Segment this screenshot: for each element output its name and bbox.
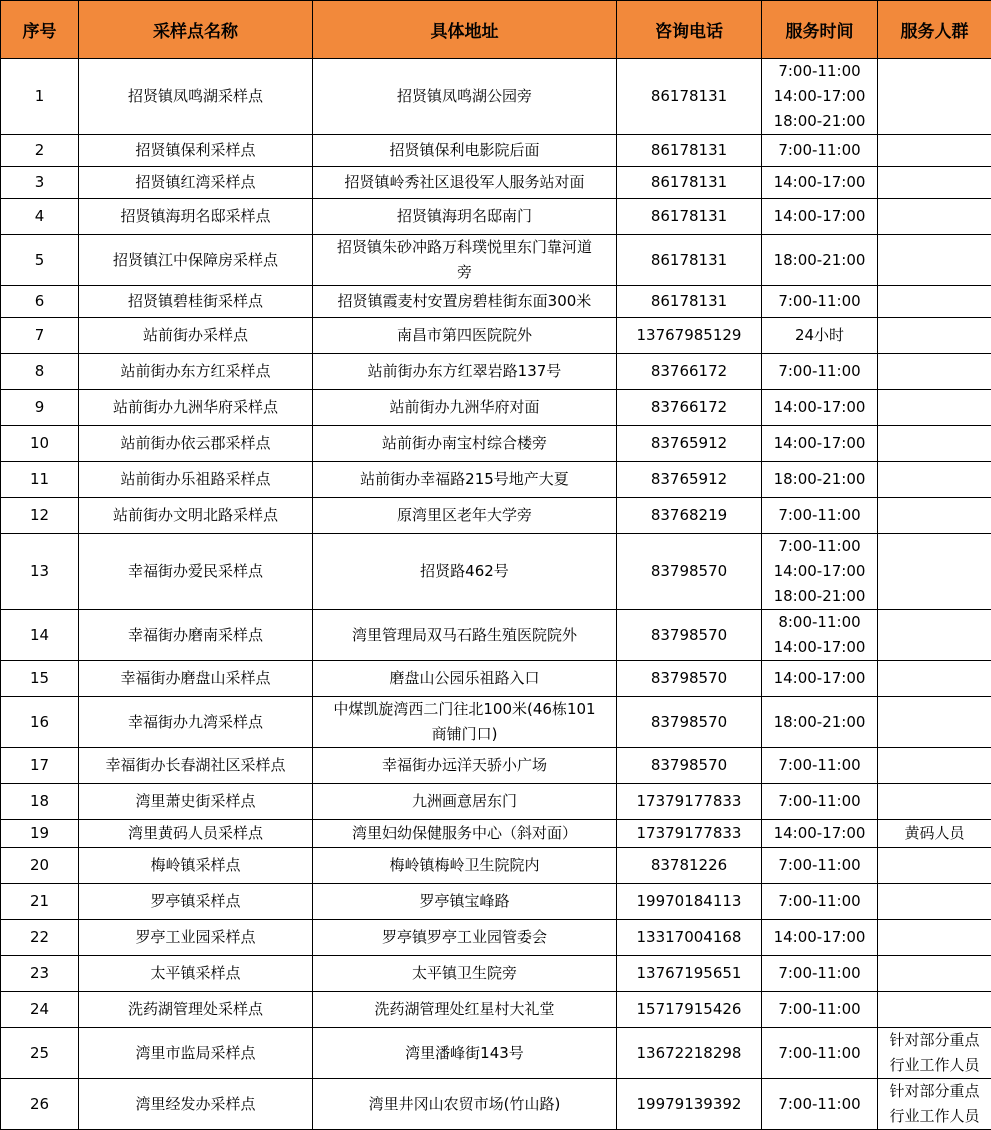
cell-service-time-line: 18:00-21:00 bbox=[764, 584, 875, 609]
cell-site-name: 湾里市监局采样点 bbox=[79, 1028, 313, 1079]
cell-service-group bbox=[878, 390, 991, 426]
cell-phone: 83765912 bbox=[617, 426, 762, 462]
cell-site-name: 洗药湖管理处采样点 bbox=[79, 992, 313, 1028]
cell-service-group bbox=[878, 610, 991, 661]
cell-index: 12 bbox=[1, 498, 79, 534]
cell-service-group bbox=[878, 784, 991, 820]
cell-service-group bbox=[878, 848, 991, 884]
cell-site-name: 罗亭镇采样点 bbox=[79, 884, 313, 920]
cell-address-line: 招贤镇霞麦村安置房碧桂街东面300米 bbox=[315, 289, 614, 314]
cell-site-name: 太平镇采样点 bbox=[79, 956, 313, 992]
cell-service-time bbox=[762, 426, 878, 462]
cell-service-time bbox=[762, 390, 878, 426]
table-row bbox=[1, 610, 991, 661]
cell-service-group bbox=[878, 748, 991, 784]
cell-index: 21 bbox=[1, 884, 79, 920]
cell-service-group bbox=[878, 498, 991, 534]
cell-address-line: 招贤镇凤鸣湖公园旁 bbox=[315, 84, 614, 109]
table-row bbox=[1, 534, 991, 610]
cell-address bbox=[313, 426, 617, 462]
cell-phone: 17379177833 bbox=[617, 820, 762, 848]
cell-phone: 83798570 bbox=[617, 610, 762, 661]
cell-phone: 17379177833 bbox=[617, 784, 762, 820]
cell-site-name: 招贤镇红湾采样点 bbox=[79, 167, 313, 199]
header-row bbox=[1, 1, 991, 59]
cell-service-time-line: 7:00-11:00 bbox=[764, 138, 875, 163]
cell-service-time-line: 14:00-17:00 bbox=[764, 431, 875, 456]
header-index: 序号 bbox=[1, 1, 79, 59]
cell-service-group bbox=[878, 661, 991, 697]
cell-address-line: 招贤镇保利电影院后面 bbox=[315, 138, 614, 163]
cell-service-time-line: 7:00-11:00 bbox=[764, 1092, 875, 1117]
cell-service-group bbox=[878, 235, 991, 286]
cell-phone: 86178131 bbox=[617, 59, 762, 135]
cell-service-time-line: 7:00-11:00 bbox=[764, 289, 875, 314]
cell-service-time-line: 7:00-11:00 bbox=[764, 753, 875, 778]
cell-service-time bbox=[762, 956, 878, 992]
cell-index: 2 bbox=[1, 135, 79, 167]
cell-service-time bbox=[762, 848, 878, 884]
cell-site-name: 招贤镇凤鸣湖采样点 bbox=[79, 59, 313, 135]
cell-phone: 83798570 bbox=[617, 697, 762, 748]
cell-index: 15 bbox=[1, 661, 79, 697]
cell-service-time bbox=[762, 498, 878, 534]
cell-address bbox=[313, 748, 617, 784]
cell-address bbox=[313, 884, 617, 920]
cell-index: 6 bbox=[1, 286, 79, 318]
cell-site-name: 幸福街办磨盘山采样点 bbox=[79, 661, 313, 697]
cell-phone: 83765912 bbox=[617, 462, 762, 498]
cell-service-time bbox=[762, 462, 878, 498]
cell-address bbox=[313, 956, 617, 992]
cell-address bbox=[313, 784, 617, 820]
cell-service-group bbox=[878, 884, 991, 920]
cell-index: 20 bbox=[1, 848, 79, 884]
table-row bbox=[1, 661, 991, 697]
cell-service-time bbox=[762, 534, 878, 610]
cell-address bbox=[313, 135, 617, 167]
cell-service-time-line: 7:00-11:00 bbox=[764, 853, 875, 878]
cell-address-line: 中煤凯旋湾西二门往北100米(46栋101 bbox=[315, 697, 614, 722]
cell-site-name: 幸福街办磨南采样点 bbox=[79, 610, 313, 661]
cell-address-line: 站前街办东方红翠岩路137号 bbox=[315, 359, 614, 384]
cell-service-group bbox=[878, 354, 991, 390]
cell-service-time bbox=[762, 748, 878, 784]
cell-service-time-line: 8:00-11:00 bbox=[764, 610, 875, 635]
table-row bbox=[1, 1028, 991, 1079]
table-row bbox=[1, 235, 991, 286]
cell-service-time-line: 14:00-17:00 bbox=[764, 395, 875, 420]
cell-phone: 83798570 bbox=[617, 661, 762, 697]
cell-service-group-line: 针对部分重点 bbox=[880, 1028, 989, 1053]
cell-address bbox=[313, 992, 617, 1028]
cell-service-group-line: 黄码人员 bbox=[880, 821, 989, 846]
cell-address-line: 湾里妇幼保健服务中心（斜对面） bbox=[315, 821, 614, 846]
cell-service-group bbox=[878, 199, 991, 235]
table-row bbox=[1, 820, 991, 848]
cell-index: 9 bbox=[1, 390, 79, 426]
cell-service-time bbox=[762, 661, 878, 697]
cell-site-name: 站前街办文明北路采样点 bbox=[79, 498, 313, 534]
cell-service-time bbox=[762, 992, 878, 1028]
cell-address bbox=[313, 848, 617, 884]
cell-service-group bbox=[878, 992, 991, 1028]
cell-phone: 83768219 bbox=[617, 498, 762, 534]
cell-service-group bbox=[878, 135, 991, 167]
cell-site-name: 幸福街办九湾采样点 bbox=[79, 697, 313, 748]
cell-service-time-line: 14:00-17:00 bbox=[764, 204, 875, 229]
cell-service-group bbox=[878, 286, 991, 318]
cell-site-name: 湾里经发办采样点 bbox=[79, 1079, 313, 1130]
cell-address-line: 招贤路462号 bbox=[315, 559, 614, 584]
cell-address-line: 南昌市第四医院院外 bbox=[315, 323, 614, 348]
cell-service-time-line: 14:00-17:00 bbox=[764, 84, 875, 109]
cell-service-time bbox=[762, 318, 878, 354]
cell-address bbox=[313, 697, 617, 748]
cell-service-group bbox=[878, 426, 991, 462]
cell-address bbox=[313, 235, 617, 286]
cell-index: 14 bbox=[1, 610, 79, 661]
cell-site-name: 湾里萧史街采样点 bbox=[79, 784, 313, 820]
cell-service-time bbox=[762, 59, 878, 135]
table-row bbox=[1, 426, 991, 462]
table-row bbox=[1, 354, 991, 390]
cell-index: 19 bbox=[1, 820, 79, 848]
cell-service-group bbox=[878, 1079, 991, 1130]
table-body bbox=[1, 59, 991, 1130]
cell-index: 22 bbox=[1, 920, 79, 956]
cell-address bbox=[313, 59, 617, 135]
cell-phone: 83798570 bbox=[617, 748, 762, 784]
cell-service-time-line: 18:00-21:00 bbox=[764, 467, 875, 492]
cell-phone: 13672218298 bbox=[617, 1028, 762, 1079]
cell-index: 10 bbox=[1, 426, 79, 462]
header-phone: 咨询电话 bbox=[617, 1, 762, 59]
cell-service-group bbox=[878, 462, 991, 498]
cell-service-time bbox=[762, 920, 878, 956]
cell-address bbox=[313, 820, 617, 848]
cell-phone: 19970184113 bbox=[617, 884, 762, 920]
cell-service-time-line: 7:00-11:00 bbox=[764, 503, 875, 528]
cell-address-line: 原湾里区老年大学旁 bbox=[315, 503, 614, 528]
cell-address bbox=[313, 610, 617, 661]
cell-service-time-line: 24小时 bbox=[764, 323, 875, 348]
cell-service-group bbox=[878, 1028, 991, 1079]
cell-phone: 15717915426 bbox=[617, 992, 762, 1028]
table-row bbox=[1, 167, 991, 199]
header-service-time: 服务时间 bbox=[762, 1, 878, 59]
cell-service-time bbox=[762, 354, 878, 390]
cell-address-line: 罗亭镇宝峰路 bbox=[315, 889, 614, 914]
cell-address bbox=[313, 199, 617, 235]
table-row bbox=[1, 956, 991, 992]
cell-phone: 13767985129 bbox=[617, 318, 762, 354]
cell-address-line: 九洲画意居东门 bbox=[315, 789, 614, 814]
cell-phone: 83766172 bbox=[617, 390, 762, 426]
cell-site-name: 站前街办东方红采样点 bbox=[79, 354, 313, 390]
cell-service-time-line: 14:00-17:00 bbox=[764, 925, 875, 950]
cell-service-group bbox=[878, 59, 991, 135]
cell-service-time-line: 14:00-17:00 bbox=[764, 821, 875, 846]
table-row bbox=[1, 992, 991, 1028]
cell-address-line: 湾里管理局双马石路生殖医院院外 bbox=[315, 623, 614, 648]
cell-service-time bbox=[762, 820, 878, 848]
cell-site-name: 梅岭镇采样点 bbox=[79, 848, 313, 884]
cell-service-group bbox=[878, 820, 991, 848]
cell-index: 26 bbox=[1, 1079, 79, 1130]
cell-site-name: 湾里黄码人员采样点 bbox=[79, 820, 313, 848]
cell-address-line: 招贤镇岭秀社区退役军人服务站对面 bbox=[315, 170, 614, 195]
cell-service-time-line: 7:00-11:00 bbox=[764, 961, 875, 986]
cell-address-line: 磨盘山公园乐祖路入口 bbox=[315, 666, 614, 691]
table-row bbox=[1, 498, 991, 534]
cell-address bbox=[313, 661, 617, 697]
cell-address-line: 站前街办幸福路215号地产大夏 bbox=[315, 467, 614, 492]
header-service-group: 服务人群 bbox=[878, 1, 991, 59]
cell-address bbox=[313, 1079, 617, 1130]
cell-address bbox=[313, 920, 617, 956]
cell-service-group bbox=[878, 318, 991, 354]
cell-address-line: 站前街办九洲华府对面 bbox=[315, 395, 614, 420]
cell-service-group bbox=[878, 167, 991, 199]
cell-address-line: 梅岭镇梅岭卫生院院内 bbox=[315, 853, 614, 878]
cell-index: 5 bbox=[1, 235, 79, 286]
cell-service-time-line: 7:00-11:00 bbox=[764, 359, 875, 384]
cell-address bbox=[313, 1028, 617, 1079]
cell-phone: 83781226 bbox=[617, 848, 762, 884]
cell-address-line: 站前街办南宝村综合楼旁 bbox=[315, 431, 614, 456]
cell-service-group-line: 行业工作人员 bbox=[880, 1104, 989, 1129]
table-row bbox=[1, 59, 991, 135]
cell-address-line: 湾里井冈山农贸市场(竹山路) bbox=[315, 1092, 614, 1117]
cell-phone: 86178131 bbox=[617, 199, 762, 235]
cell-service-group bbox=[878, 956, 991, 992]
cell-service-time bbox=[762, 697, 878, 748]
table-row bbox=[1, 1079, 991, 1130]
cell-address-line: 湾里潘峰街143号 bbox=[315, 1041, 614, 1066]
cell-service-group bbox=[878, 534, 991, 610]
cell-service-time-line: 18:00-21:00 bbox=[764, 710, 875, 735]
table-row bbox=[1, 199, 991, 235]
cell-service-group-line: 行业工作人员 bbox=[880, 1053, 989, 1078]
cell-service-time-line: 7:00-11:00 bbox=[764, 889, 875, 914]
cell-phone: 83798570 bbox=[617, 534, 762, 610]
cell-service-time bbox=[762, 167, 878, 199]
cell-service-time bbox=[762, 610, 878, 661]
table-row bbox=[1, 697, 991, 748]
cell-address bbox=[313, 534, 617, 610]
cell-service-time bbox=[762, 1028, 878, 1079]
cell-index: 23 bbox=[1, 956, 79, 992]
table-row bbox=[1, 390, 991, 426]
cell-phone: 86178131 bbox=[617, 286, 762, 318]
cell-phone: 19979139392 bbox=[617, 1079, 762, 1130]
table-row bbox=[1, 135, 991, 167]
cell-site-name: 招贤镇碧桂街采样点 bbox=[79, 286, 313, 318]
cell-service-time-line: 14:00-17:00 bbox=[764, 666, 875, 691]
cell-address-line: 招贤镇海玥名邸南门 bbox=[315, 204, 614, 229]
cell-site-name: 罗亭工业园采样点 bbox=[79, 920, 313, 956]
cell-address-line: 商铺门口) bbox=[315, 722, 614, 747]
cell-index: 17 bbox=[1, 748, 79, 784]
cell-service-time bbox=[762, 199, 878, 235]
cell-phone: 86178131 bbox=[617, 135, 762, 167]
cell-service-time bbox=[762, 135, 878, 167]
cell-service-time-line: 18:00-21:00 bbox=[764, 248, 875, 273]
table-row bbox=[1, 884, 991, 920]
cell-service-time-line: 14:00-17:00 bbox=[764, 559, 875, 584]
cell-address bbox=[313, 498, 617, 534]
cell-address-line: 洗药湖管理处红星村大礼堂 bbox=[315, 997, 614, 1022]
cell-address-line: 太平镇卫生院旁 bbox=[315, 961, 614, 986]
cell-site-name: 幸福街办爱民采样点 bbox=[79, 534, 313, 610]
cell-site-name: 招贤镇江中保障房采样点 bbox=[79, 235, 313, 286]
cell-address-line: 幸福街办远洋天骄小广场 bbox=[315, 753, 614, 778]
table-row bbox=[1, 920, 991, 956]
cell-index: 25 bbox=[1, 1028, 79, 1079]
cell-index: 13 bbox=[1, 534, 79, 610]
cell-address bbox=[313, 390, 617, 426]
cell-service-time bbox=[762, 286, 878, 318]
cell-address bbox=[313, 286, 617, 318]
header-address: 具体地址 bbox=[313, 1, 617, 59]
cell-index: 8 bbox=[1, 354, 79, 390]
table-row bbox=[1, 286, 991, 318]
table-row bbox=[1, 848, 991, 884]
cell-address bbox=[313, 462, 617, 498]
cell-index: 16 bbox=[1, 697, 79, 748]
cell-service-group bbox=[878, 697, 991, 748]
cell-service-time-line: 18:00-21:00 bbox=[764, 109, 875, 134]
cell-address-line: 招贤镇朱砂冲路万科璞悦里东门靠河道 bbox=[315, 235, 614, 260]
cell-service-time-line: 14:00-17:00 bbox=[764, 635, 875, 660]
table-row bbox=[1, 462, 991, 498]
cell-service-time bbox=[762, 784, 878, 820]
cell-address bbox=[313, 318, 617, 354]
cell-service-time-line: 7:00-11:00 bbox=[764, 59, 875, 84]
table-row bbox=[1, 748, 991, 784]
cell-index: 24 bbox=[1, 992, 79, 1028]
cell-index: 4 bbox=[1, 199, 79, 235]
cell-service-time-line: 14:00-17:00 bbox=[764, 170, 875, 195]
cell-index: 11 bbox=[1, 462, 79, 498]
cell-address bbox=[313, 167, 617, 199]
cell-phone: 13767195651 bbox=[617, 956, 762, 992]
cell-site-name: 站前街办依云郡采样点 bbox=[79, 426, 313, 462]
cell-address-line: 罗亭镇罗亭工业园管委会 bbox=[315, 925, 614, 950]
cell-site-name: 站前街办采样点 bbox=[79, 318, 313, 354]
cell-phone: 86178131 bbox=[617, 167, 762, 199]
cell-index: 1 bbox=[1, 59, 79, 135]
cell-index: 18 bbox=[1, 784, 79, 820]
cell-service-group bbox=[878, 920, 991, 956]
cell-service-group-line: 针对部分重点 bbox=[880, 1079, 989, 1104]
cell-phone: 86178131 bbox=[617, 235, 762, 286]
cell-service-time bbox=[762, 235, 878, 286]
cell-service-time bbox=[762, 1079, 878, 1130]
cell-phone: 83766172 bbox=[617, 354, 762, 390]
cell-site-name: 站前街办乐祖路采样点 bbox=[79, 462, 313, 498]
cell-phone: 13317004168 bbox=[617, 920, 762, 956]
cell-site-name: 招贤镇保利采样点 bbox=[79, 135, 313, 167]
cell-address bbox=[313, 354, 617, 390]
cell-service-time-line: 7:00-11:00 bbox=[764, 789, 875, 814]
cell-index: 3 bbox=[1, 167, 79, 199]
cell-service-time bbox=[762, 884, 878, 920]
cell-service-time-line: 7:00-11:00 bbox=[764, 534, 875, 559]
table-row bbox=[1, 784, 991, 820]
cell-service-time-line: 7:00-11:00 bbox=[764, 997, 875, 1022]
cell-site-name: 站前街办九洲华府采样点 bbox=[79, 390, 313, 426]
cell-site-name: 幸福街办长春湖社区采样点 bbox=[79, 748, 313, 784]
cell-index: 7 bbox=[1, 318, 79, 354]
cell-address-line: 旁 bbox=[315, 260, 614, 285]
header-site-name: 采样点名称 bbox=[79, 1, 313, 59]
table-row bbox=[1, 318, 991, 354]
cell-site-name: 招贤镇海玥名邸采样点 bbox=[79, 199, 313, 235]
cell-service-time-line: 7:00-11:00 bbox=[764, 1041, 875, 1066]
